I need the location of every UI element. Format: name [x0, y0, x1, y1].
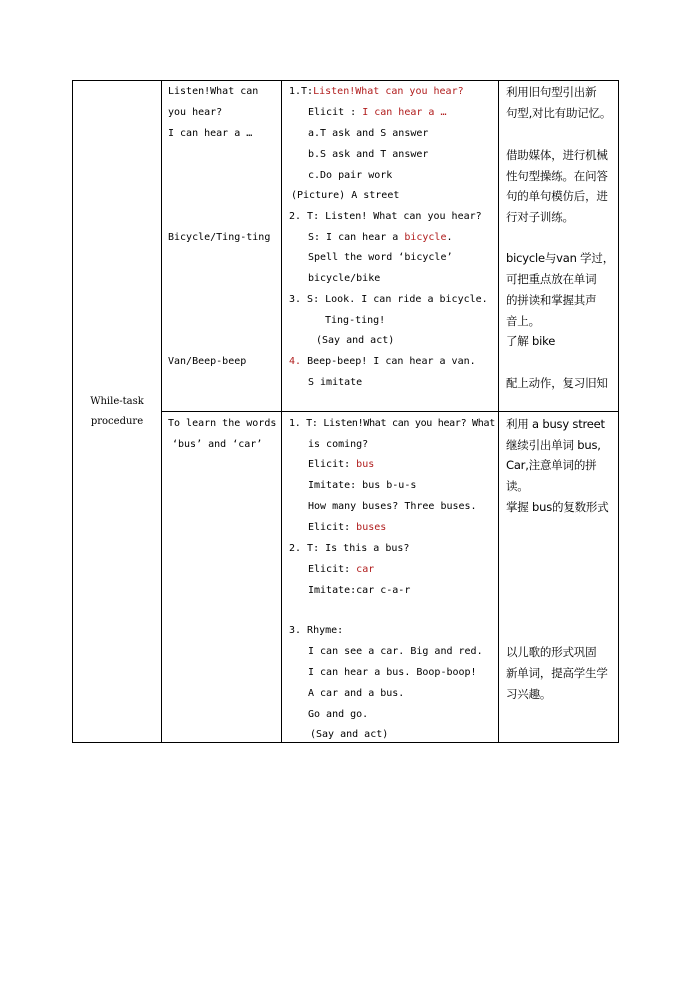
purpose-line: 音上。 [506, 314, 540, 328]
process-line: is coming? [308, 439, 369, 450]
purpose-line: 继续引出单词 bus, [506, 438, 601, 452]
purpose-line: 的拼读和掌握其声 [506, 293, 597, 307]
process-line: Imitate:car c-a-r [308, 585, 411, 596]
purpose-line: 借助媒体，进行机械 [506, 148, 608, 162]
process-line: 1. T: Listen!What can you hear? What [289, 418, 495, 429]
content-line: I can hear a … [168, 128, 253, 139]
highlight-text: bicycle [404, 232, 447, 243]
content-line: Bicycle/Ting-ting [168, 232, 271, 243]
process-line: a.T ask and S answer [308, 128, 429, 139]
process-line: b.S ask and T answer [308, 149, 429, 160]
process-line: (Picture) A street [291, 190, 400, 201]
process-line: Imitate: bus b-u-s [308, 480, 417, 491]
highlight-text: buses [356, 522, 387, 533]
process-line: c.Do pair work [308, 170, 393, 181]
purpose-line: 习兴趣。 [506, 687, 552, 701]
process-line: 1.T:Listen!What can you hear? [289, 86, 464, 97]
purpose-line: 行对子训练。 [506, 210, 574, 224]
section1-content-cell [162, 81, 282, 412]
highlight-text: bus [356, 459, 375, 470]
purpose-line: 了解 bike [506, 334, 556, 348]
stage-cell [73, 81, 162, 743]
process-line: Spell the word ‘bicycle’ [308, 252, 453, 263]
process-line: 3. S: Look. I can ride a bicycle. [289, 294, 488, 305]
process-line: 2. T: Listen! What can you hear? [289, 211, 482, 222]
process-line: Elicit: car [308, 564, 375, 575]
process-line: (Say and act) [310, 729, 389, 740]
purpose-line: 性句型操练。在问答 [506, 169, 608, 183]
process-line: S: I can hear a bicycle. [308, 232, 453, 243]
process-line: 3. Rhyme: [289, 625, 344, 636]
stage-label: While-task procedure [90, 395, 144, 427]
purpose-line: 配上动作，复习旧知 [506, 376, 608, 390]
process-line: (Say and act) [316, 335, 395, 346]
purpose-line: 利用 a busy street [506, 417, 605, 431]
content-line: Listen!What can [168, 86, 259, 97]
section1-purpose-cell [499, 81, 619, 412]
process-line: How many buses? Three buses. [308, 501, 477, 512]
highlight-text: car [356, 564, 375, 575]
process-line: Elicit : I can hear a … [308, 107, 447, 118]
process-line: S imitate [308, 377, 363, 388]
purpose-line: 新单词，提高学生学 [506, 666, 608, 680]
purpose-line: Car,注意单词的拼 [506, 458, 597, 472]
lesson-plan-table [72, 80, 619, 743]
process-line: Elicit: buses [308, 522, 387, 533]
process-line: 4. Beep-beep! I can hear a van. [289, 356, 476, 367]
process-line: I can hear a bus. Boop-boop! [308, 667, 477, 678]
process-line: Elicit: bus [308, 459, 375, 470]
process-line: A car and a bus. [308, 688, 405, 699]
highlight-text: Listen!What can you hear? [313, 86, 464, 97]
content-line: To learn the words [168, 418, 277, 429]
purpose-line: 可把重点放在单词 [506, 272, 597, 286]
process-line: 2. T: Is this a bus? [289, 543, 410, 554]
process-line: Go and go. [308, 709, 369, 720]
purpose-line: 句型,对比有助记忆。 [506, 106, 612, 120]
purpose-line: 读。 [506, 479, 529, 493]
process-line: I can see a car. Big and red. [308, 646, 483, 657]
section2-process-cell [282, 412, 499, 743]
content-line: Van/Beep-beep [168, 356, 247, 367]
section2-content-cell [162, 412, 282, 743]
purpose-line: 利用旧句型引出新 [506, 85, 597, 99]
content-line: ‘bus’ and ‘car’ [172, 439, 263, 450]
purpose-line: 以儿歌的形式巩固 [506, 645, 597, 659]
purpose-line: bicycle与van 学过， [506, 251, 615, 265]
purpose-line: 句的单句模仿后，进 [506, 189, 608, 203]
process-line: Ting-ting! [325, 315, 386, 326]
section2-purpose-cell [499, 412, 619, 743]
highlight-text: I can hear a … [362, 107, 447, 118]
section1-process-cell [282, 81, 499, 412]
purpose-line: 掌握 bus的复数形式 [506, 500, 609, 514]
content-line: you hear? [168, 107, 223, 118]
process-line: bicycle/bike [308, 273, 381, 284]
